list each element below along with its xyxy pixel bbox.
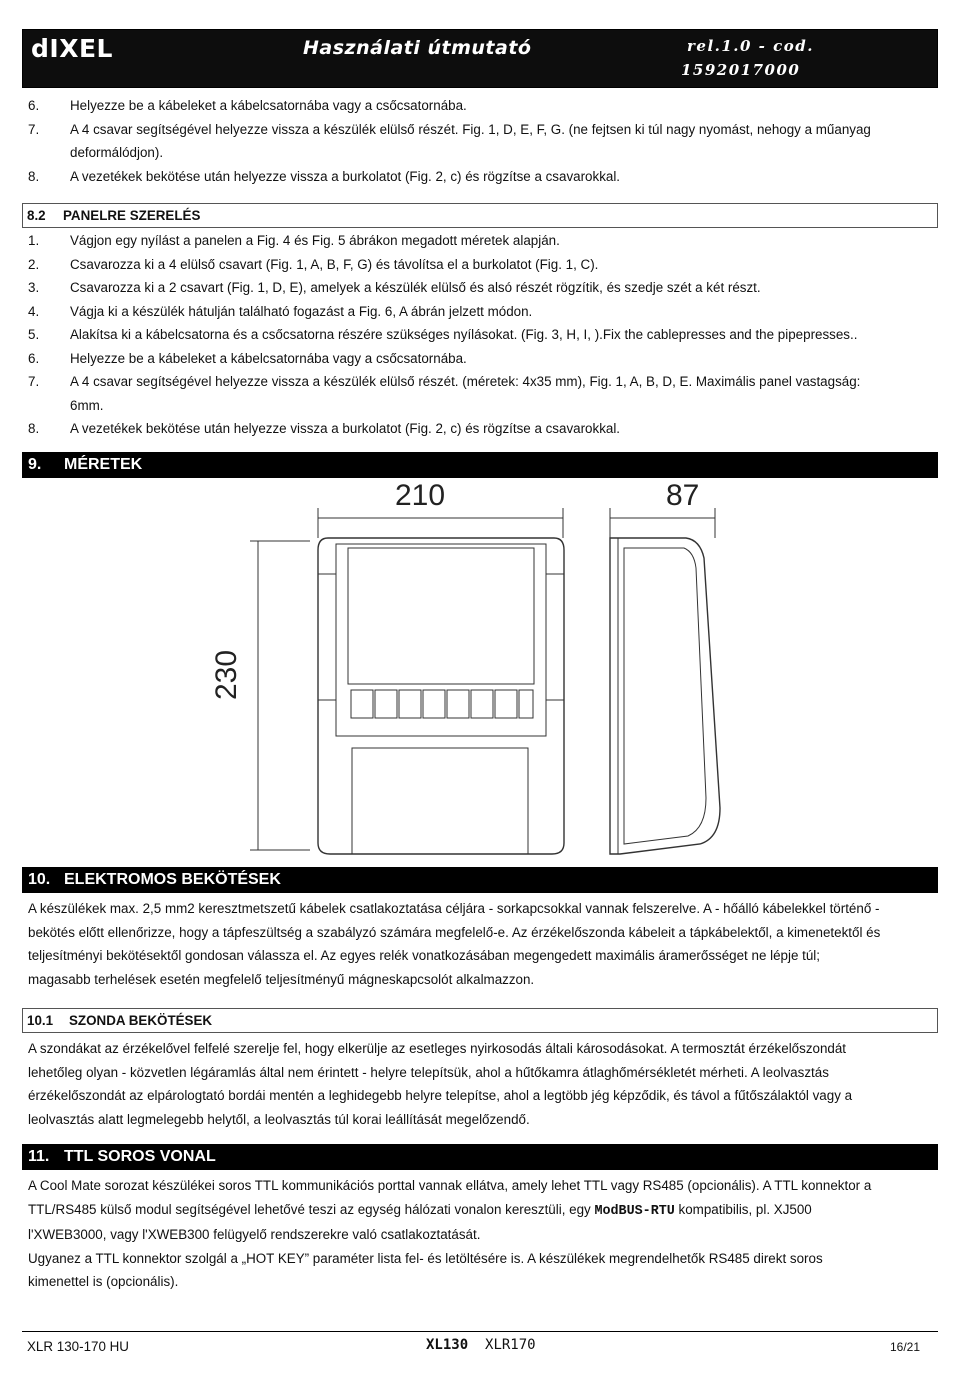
- device-drawing: [200, 478, 760, 868]
- paragraph-line: bekötés előtt ellenőrizze, hogy a tápfeszültség a szabályzó számára megfelelő-e. Az érzékelőszonda kábeleit a tápkábelektől, a kimenetektől és: [28, 924, 881, 940]
- item-text: Vágja ki a készülék hátulján található fogazást a Fig. 6, A ábrán jelzett módon.: [70, 303, 533, 319]
- section-heading-10-1: [22, 1008, 938, 1033]
- section-number: 11.: [28, 1148, 50, 1165]
- list-item: [28, 229, 940, 253]
- list-item: [28, 253, 940, 277]
- header-bar: [22, 29, 938, 88]
- item-text: Helyezze be a kábeleket a kábelcsatornába vagy a csőcsatornába.: [70, 98, 467, 113]
- paragraph-line: érzékelőszondát az elpárologtató bordái mentén a leghidegebb helyre telepítse, ahol a legtöbb jég képződik, és távol a fűtőszálaktól vagy a: [28, 1088, 853, 1103]
- footer-divider: [22, 1331, 938, 1332]
- paragraph-line: teljesítményi bekötésektől gondosan válassza el. Az egyes relék vonatkozásában megengedett maximális áramerősséget ne lépje túl;: [28, 948, 820, 963]
- document-code: 1592017000: [681, 61, 801, 79]
- paragraph-line: Ugyanez a TTL konnektor szolgál a „HOT KEY” paraméter lista fel- és letöltésére is. A készülékek megrendelhetők RS485 direkt soros: [28, 1250, 823, 1266]
- paragraph-line: magasabb terhelések esetén megfelelő teljesítményű mágneskapcsolót alkalmazzon.: [28, 971, 535, 987]
- item-text: Vágjon egy nyílást a panelen a Fig. 4 és Fig. 5 ábrákon megadott méretek alapján.: [70, 233, 560, 248]
- paragraph-line: kimenettel is (opcionális).: [28, 1274, 179, 1289]
- item-text: Alakítsa ki a kábelcsatorna és a csőcsatorna részére szükséges nyílásokat. (Fig. 3, H, I, ).Fix the cablepresses and the pipepresses..: [70, 327, 858, 342]
- footer-model-secondary: XLR170: [485, 1337, 536, 1353]
- document-title: Használati útmutató: [303, 37, 532, 59]
- item-text: Csavarozza ki a 2 csavart (Fig. 1, D, E), amelyek a készülék elülső és alsó részét rögzítik, és szedje szét a két részt.: [70, 280, 761, 295]
- item-number: 7.: [28, 374, 40, 389]
- section-title: SZONDA BEKÖTÉSEK: [69, 1013, 213, 1028]
- item-text: Helyezze be a kábeleket a kábelcsatornába vagy a csőcsatornába.: [70, 350, 467, 366]
- item-number: 4.: [28, 303, 40, 319]
- ttl-serial-paragraph: [28, 1174, 936, 1294]
- paragraph-line: A készülékek max. 2,5 mm2 keresztmetszetű kábelek csatlakoztatása céljára - sorkapcsokkal vannak felszerelve. A - hőálló kábelekkel történő -: [28, 901, 880, 916]
- list-item: [28, 94, 940, 118]
- list-item: [28, 165, 940, 189]
- list-item: [28, 370, 940, 417]
- page-number: 16/21: [889, 1340, 920, 1354]
- item-number: 6.: [28, 350, 40, 366]
- item-text: Csavarozza ki a 4 elülső csavart (Fig. 1, A, B, F, G) és távolítsa el a burkolatot (Fig. 1, C).: [70, 256, 599, 272]
- item-number: 6.: [28, 98, 40, 113]
- paragraph-line: A Cool Mate sorozat készülékei soros TTL kommunikációs porttal vannak ellátva, amely lehet TTL vagy RS485 (opcionális). A TTL konnektor a: [28, 1178, 872, 1193]
- section-title: PANELRE SZERELÉS: [63, 208, 201, 223]
- probe-connections-paragraph: [28, 1037, 936, 1131]
- width-dimension-label: 210: [395, 479, 446, 512]
- dimensions-figure: [200, 478, 760, 868]
- item-number: 8.: [28, 421, 40, 436]
- item-number: 1.: [28, 233, 40, 248]
- section-number: 8.2: [27, 208, 46, 223]
- section-number: 9.: [28, 456, 42, 473]
- item-number: 3.: [28, 280, 40, 295]
- electrical-connections-paragraph: [28, 897, 936, 991]
- protocol-name: ModBUS-RTU: [594, 1203, 675, 1219]
- item-text: deformálódjon).: [70, 145, 164, 160]
- list-item: [28, 276, 940, 300]
- section-title: MÉRETEK: [64, 456, 143, 473]
- section-heading-9: [22, 452, 938, 478]
- footer-model-code: XLR 130-170 HU: [27, 1339, 129, 1354]
- section-title: ELEKTROMOS BEKÖTÉSEK: [64, 871, 281, 888]
- item-number: 2.: [28, 256, 40, 272]
- top-step-list: [28, 94, 940, 188]
- depth-dimension-label: 87: [666, 479, 700, 512]
- brand-logo: dIXEL: [31, 34, 113, 63]
- item-number: 7.: [28, 121, 40, 137]
- item-text: A vezetékek bekötése után helyezze vissza a burkolatot (Fig. 2, c) és rögzítse a csavarokkal.: [70, 168, 621, 184]
- item-number: 8.: [28, 168, 40, 184]
- paragraph-text: TTL/RS485 külső modul segítségével lehetővé teszi az egység hálózati vonalon keresztüli, egy: [28, 1201, 595, 1217]
- list-item: [28, 323, 940, 347]
- section-title: TTL SOROS VONAL: [64, 1148, 216, 1165]
- item-text: A vezetékek bekötése után helyezze vissza a burkolatot (Fig. 2, c) és rögzítse a csavarokkal.: [70, 421, 621, 436]
- paragraph-line: l'XWEB3000, vagy l'XWEB300 felügyelő rendszerekre való csatlakoztatását.: [28, 1227, 481, 1242]
- panel-mount-step-list: [28, 229, 940, 441]
- item-text: A 4 csavar segítségével helyezze vissza a készülék elülső részét. Fig. 1, D, E, F, G. (ne fejtsen ki túl nagy nyomást, nehogy a műanyag: [70, 121, 871, 137]
- paragraph-line: A szondákat az érzékelővel felfelé szerelje fel, hogy elkerülje az esetleges nyirkosodás általi károsodásokat. A termosztát érzékelőszondát: [28, 1041, 847, 1056]
- list-item: [28, 300, 940, 324]
- item-text: A 4 csavar segítségével helyezze vissza a készülék elülső részét. (méretek: 4x35 mm), Fig. 1, A, B, D, E. Maximális panel vastagság:: [70, 374, 861, 389]
- paragraph-line: leolvasztás alatt legmelegebb helytől, a leolvasztás túl korai leállítását megelőzendő.: [28, 1111, 530, 1127]
- section-heading-8-2: [22, 203, 938, 228]
- paragraph-text: kompatibilis, pl. XJ500: [674, 1201, 812, 1217]
- section-number: 10.: [28, 871, 51, 888]
- list-item: [28, 347, 940, 371]
- footer-model-primary: XL130: [426, 1337, 469, 1353]
- item-text: 6mm.: [70, 397, 104, 413]
- height-dimension-label: 230: [210, 649, 244, 701]
- revision-label: rel.1.0 - cod.: [687, 37, 814, 55]
- list-item: [28, 417, 940, 441]
- paragraph-line: [28, 1198, 936, 1224]
- paragraph-line: lehetőleg olyan - közvetlen légáramlás által nem érintett - helyre telepítsük, ahol a hűtőkamra átlaghőmérsékletét mérheti. A leolvasztás: [28, 1064, 829, 1080]
- section-heading-10: [22, 867, 938, 893]
- footer-models: [426, 1337, 536, 1353]
- item-number: 5.: [28, 327, 40, 342]
- section-heading-11: [22, 1144, 938, 1170]
- section-number: 10.1: [27, 1013, 54, 1028]
- list-item: [28, 118, 940, 165]
